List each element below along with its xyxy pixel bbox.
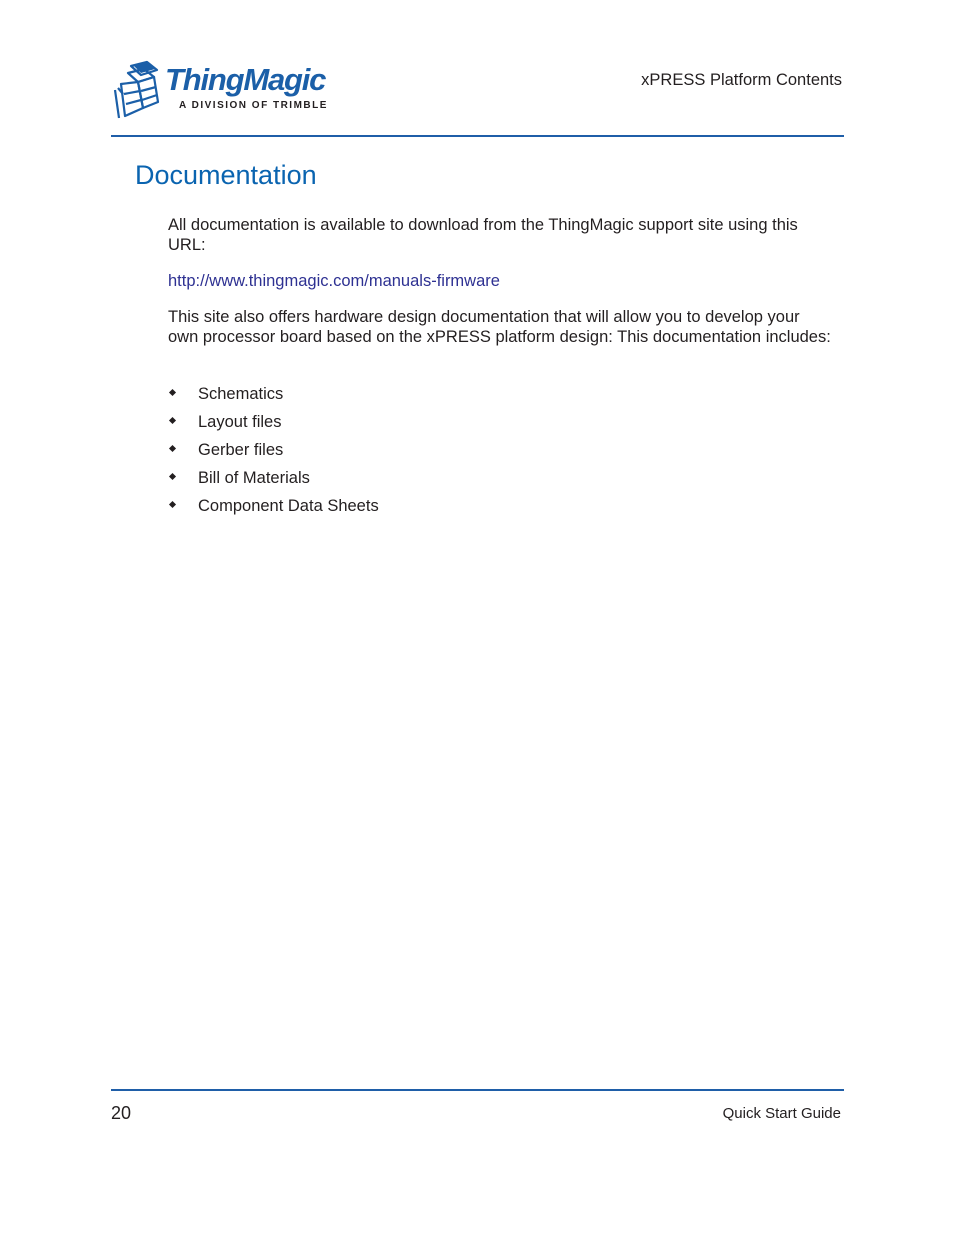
running-header: xPRESS Platform Contents <box>641 71 842 89</box>
manuals-firmware-link[interactable]: http://www.thingmagic.com/manuals-firmware <box>168 272 500 290</box>
list-item-label: Component Data Sheets <box>198 497 379 515</box>
list-item-label: Gerber files <box>198 441 284 459</box>
list-item <box>168 467 379 495</box>
page-number: 20 <box>111 1103 132 1123</box>
list-item-label: Schematics <box>198 385 284 403</box>
documentation-list <box>168 383 379 523</box>
list-item <box>168 411 379 439</box>
diamond-bullet-icon <box>169 501 176 508</box>
diamond-bullet-icon <box>169 389 176 396</box>
footer-divider <box>111 1089 844 1091</box>
page-title: Documentation <box>135 160 317 190</box>
intro-paragraph: All documentation is available to download from the ThingMagic support site using this URL: <box>168 216 798 254</box>
logo-subtitle: A DIVISION OF TRIMBLE <box>179 100 328 111</box>
list-item-label: Layout files <box>198 413 282 431</box>
list-item-label: Bill of Materials <box>198 469 310 487</box>
diamond-bullet-icon <box>169 417 176 424</box>
running-footer: Quick Start Guide <box>722 1105 841 1122</box>
list-item <box>168 495 379 523</box>
diamond-bullet-icon <box>169 445 176 452</box>
diamond-bullet-icon <box>169 473 176 480</box>
list-item <box>168 383 379 411</box>
logo-wordmark: ThingMagic <box>165 62 326 97</box>
list-item <box>168 439 379 467</box>
thingmagic-logo <box>113 60 328 122</box>
header-divider <box>111 135 844 137</box>
thingmagic-cube-logo-icon <box>113 60 165 122</box>
hardware-docs-paragraph: This site also offers hardware design documentation that will allow you to develop your own processor board based on the xPRESS platform design: This documentation includes: <box>168 308 831 346</box>
